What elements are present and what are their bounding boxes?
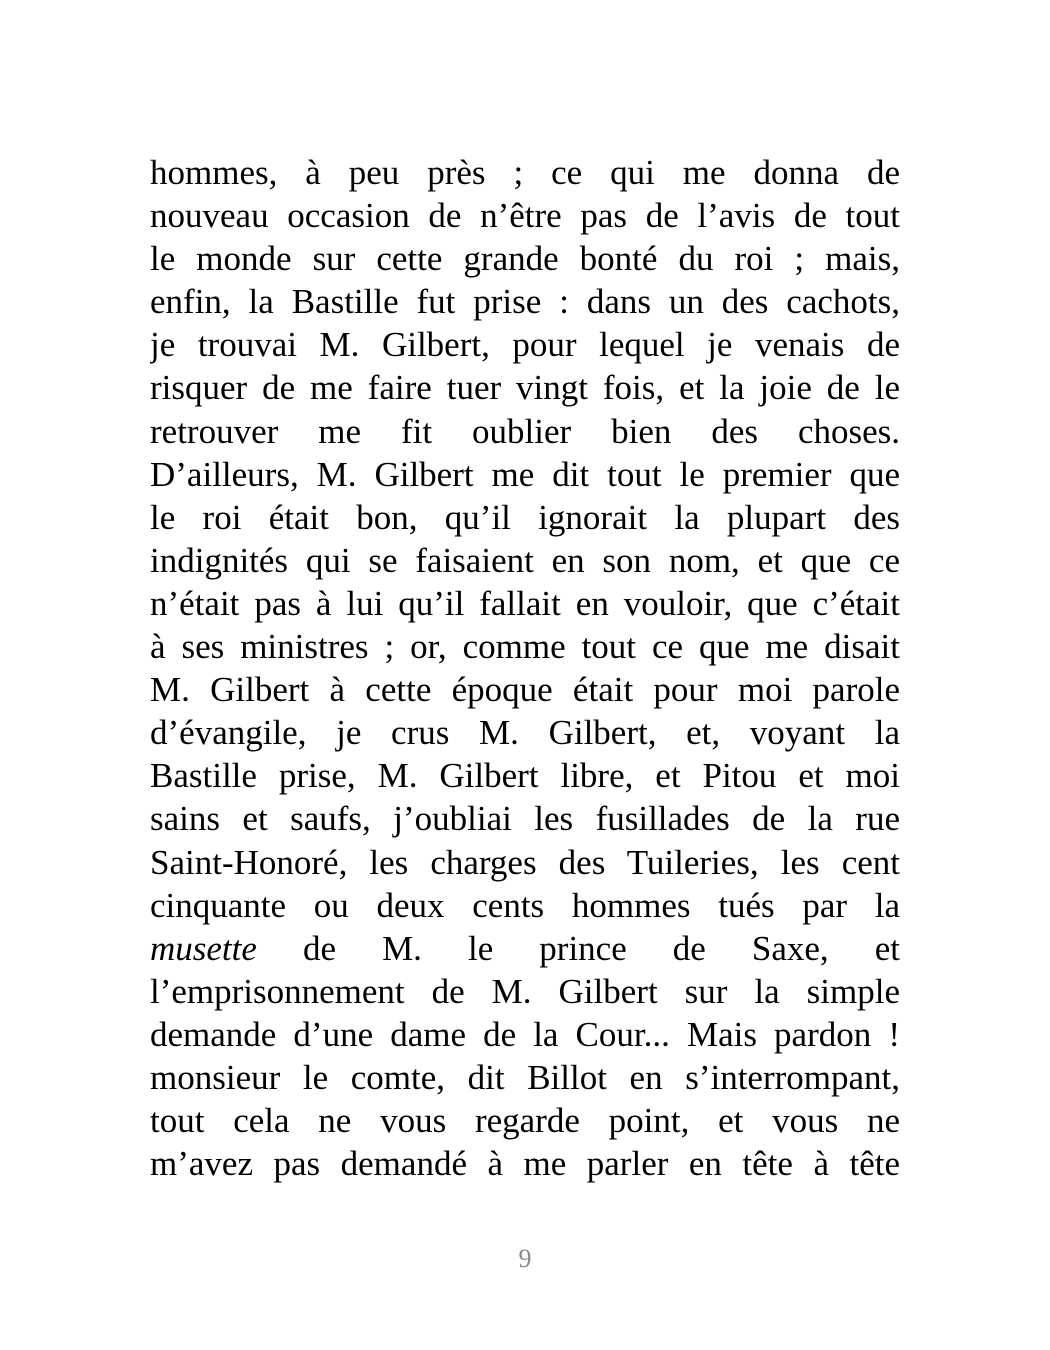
page-number: 9: [518, 1244, 532, 1273]
text-line: demande d’une dame de la Cour... Mais pardon !: [150, 1014, 900, 1054]
text-line: Saint-Honoré, les charges des Tuileries, les cent: [150, 842, 900, 882]
text-line: m’avez pas demandé à me parler en tête à tête: [150, 1144, 900, 1184]
text-line: d’évangile, je crus M. Gilbert, et, voyant la: [150, 713, 900, 753]
italic-word: musette: [150, 928, 257, 968]
text-line: retrouver me fit oublier bien des choses.: [150, 411, 900, 451]
text-line: l’emprisonnement de M. Gilbert sur la simple: [150, 971, 900, 1011]
text-line-italic: [150, 927, 900, 970]
text-line: enfin, la Bastille fut prise : dans un des cachots,: [150, 282, 900, 322]
text-line: je trouvai M. Gilbert, pour lequel je venais de: [150, 325, 900, 365]
text-line: tout cela ne vous regarde point, et vous ne: [150, 1101, 900, 1141]
text-line: Bastille prise, M. Gilbert libre, et Pitou et moi: [150, 756, 900, 796]
text-line: à ses ministres ; or, comme tout ce que me disait: [150, 627, 900, 667]
text-line: n’était pas à lui qu’il fallait en vouloir, que c’était: [150, 583, 900, 623]
body-text: [150, 151, 900, 1185]
text-line: nouveau occasion de n’être pas de l’avis de tout: [150, 196, 900, 236]
text-line: sains et saufs, j’oubliai les fusillades de la rue: [150, 799, 900, 839]
text-line: hommes, à peu près ; ce qui me donna de: [150, 153, 900, 192]
text-line: risquer de me faire tuer vingt fois, et la joie de le: [150, 368, 900, 408]
text-line: le monde sur cette grande bonté du roi ; mais,: [150, 239, 900, 279]
text-line: indignités qui se faisaient en son nom, et que ce: [150, 540, 900, 580]
text-line: cinquante ou deux cents hommes tués par la: [150, 885, 900, 925]
text-line: le roi était bon, qu’il ignorait la plupart des: [150, 497, 900, 537]
text-line: M. Gilbert à cette époque était pour moi parole: [150, 670, 900, 710]
text-line: D’ailleurs, M. Gilbert me dit tout le premier que: [150, 454, 900, 494]
text-line-rest: de M. le prince de Saxe, et: [256, 928, 900, 968]
text-line: monsieur le comte, dit Billot en s’interrompant,: [150, 1057, 900, 1097]
